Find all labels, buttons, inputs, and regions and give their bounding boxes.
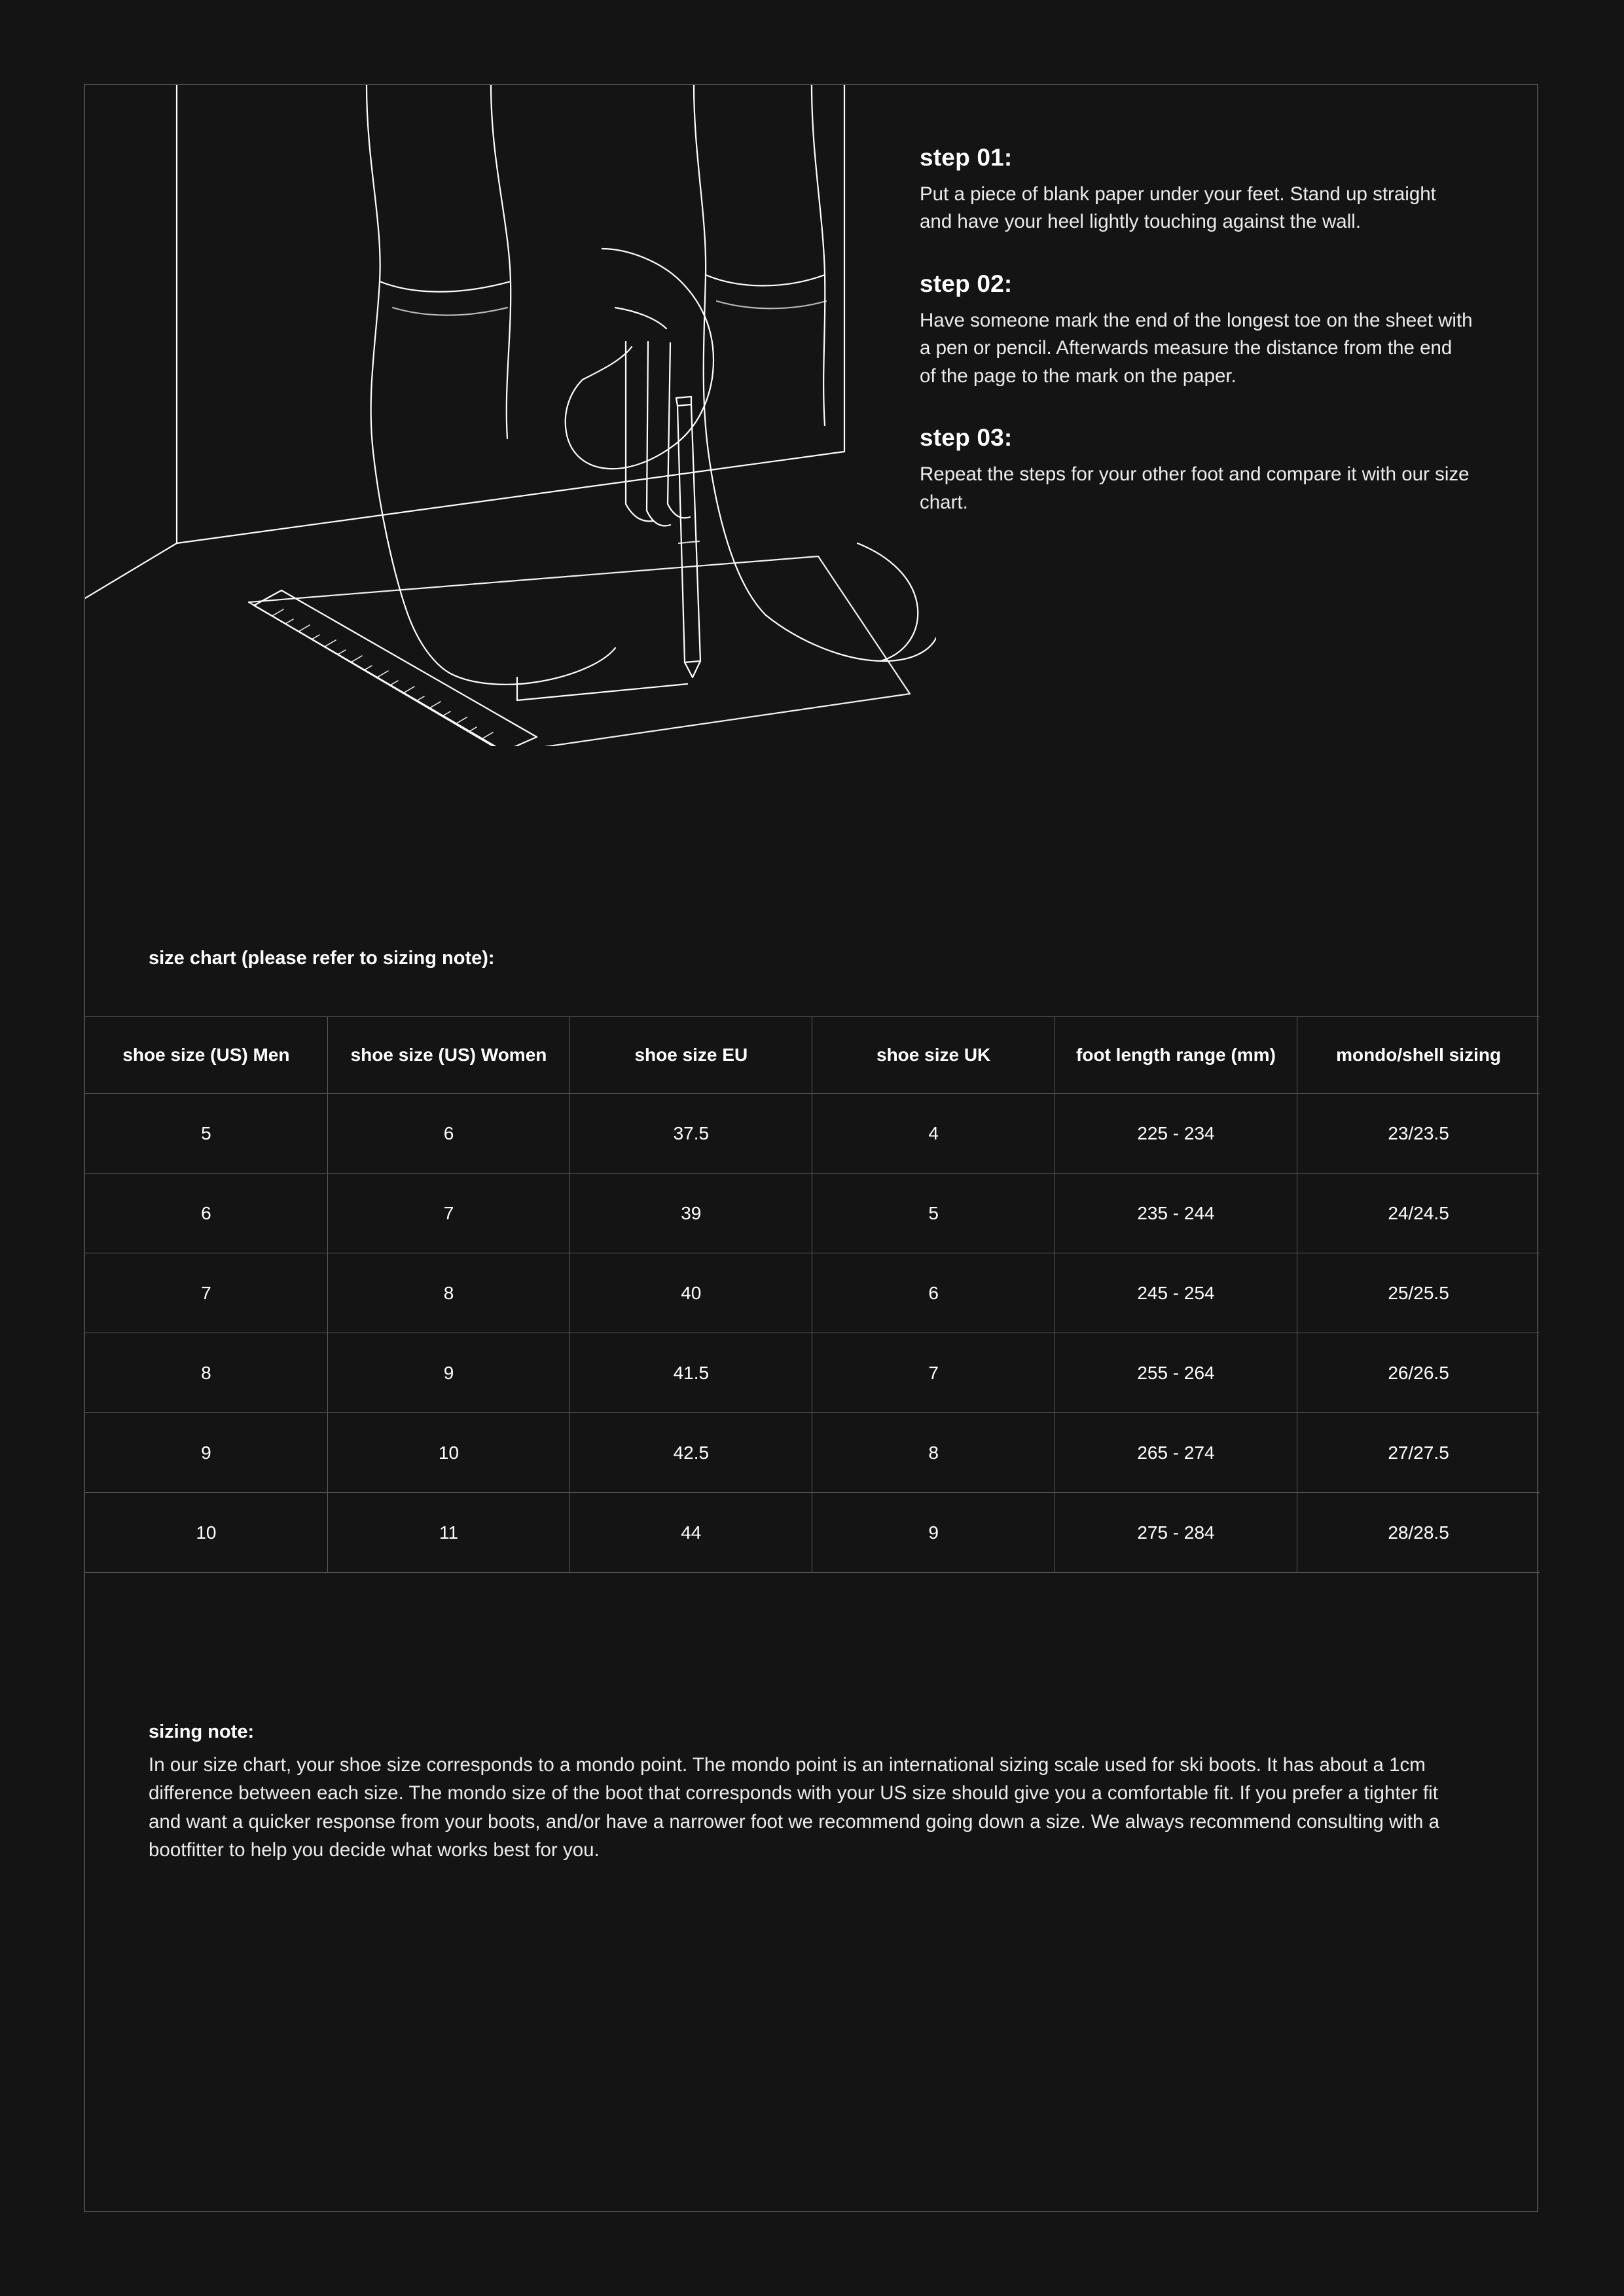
cell-foot-length: 275 - 284 [1055,1493,1297,1573]
cell-us-women: 10 [327,1413,569,1493]
table-header-row [85,1017,1540,1094]
cell-uk: 5 [812,1174,1055,1253]
step-item-02 [920,270,1483,390]
sizing-guide-page [84,84,1538,2212]
cell-us-women: 6 [327,1094,569,1174]
cell-foot-length: 255 - 264 [1055,1333,1297,1413]
sizing-note-body: In our size chart, your shoe size corresponds to a mondo point. The mondo point is an international sizing scale used for ski boots. It has about a 1cm difference between each size. The mondo size of the boot that corresponds with your US size should give you a comfortable fit. If you prefer a tighter fit and want a quicker response from your boots, and/or have a narrower foot we recommend going down a size. We always recommend consulting with a bootfitter to help you decide what works best for you. [149,1754,1440,1861]
cell-us-men: 5 [85,1094,327,1174]
column-header-foot-length: foot length range (mm) [1055,1017,1297,1094]
step-03-title: step 03: [920,424,1013,452]
column-header-mondo: mondo/shell sizing [1297,1017,1540,1094]
cell-eu: 37.5 [570,1094,812,1174]
cell-uk: 8 [812,1413,1055,1493]
cell-mondo: 27/27.5 [1297,1413,1540,1493]
cell-eu: 44 [570,1493,812,1573]
cell-foot-length: 245 - 254 [1055,1253,1297,1333]
cell-us-women: 9 [327,1333,569,1413]
column-header-uk: shoe size UK [812,1017,1055,1094]
cell-us-women: 11 [327,1493,569,1573]
cell-mondo: 25/25.5 [1297,1253,1540,1333]
cell-us-men: 9 [85,1413,327,1493]
steps-list [920,144,1483,550]
table-row [85,1333,1540,1413]
step-01-title: step 01: [920,144,1013,171]
size-chart-heading: size chart (please refer to sizing note): [149,948,495,969]
sizing-note-title: sizing note: [149,1721,255,1742]
sizing-note [149,1721,1471,1864]
cell-foot-length: 225 - 234 [1055,1094,1297,1174]
cell-uk: 6 [812,1253,1055,1333]
cell-us-men: 10 [85,1493,327,1573]
column-header-us-women: shoe size (US) Women [327,1017,569,1094]
step-02-body: Have someone mark the end of the longest toe on the sheet with a pen or pencil. Afterwards measure the distance from the end of the page to the mark on the paper. [920,309,1473,387]
cell-us-men: 8 [85,1333,327,1413]
table-row [85,1413,1540,1493]
cell-uk: 4 [812,1094,1055,1174]
cell-mondo: 23/23.5 [1297,1094,1540,1174]
cell-mondo: 24/24.5 [1297,1174,1540,1253]
step-03-body: Repeat the steps for your other foot and compare it with our size chart. [920,463,1470,513]
size-chart-table [85,1016,1540,1573]
step-01-body: Put a piece of blank paper under your feet. Stand up straight and have your heel lightly touching against the wall. [920,183,1436,233]
cell-mondo: 28/28.5 [1297,1493,1540,1573]
cell-eu: 40 [570,1253,812,1333]
cell-uk: 7 [812,1333,1055,1413]
column-header-eu: shoe size EU [570,1017,812,1094]
cell-eu: 39 [570,1174,812,1253]
cell-eu: 42.5 [570,1413,812,1493]
cell-us-women: 8 [327,1253,569,1333]
table-row [85,1493,1540,1573]
step-02-title: step 02: [920,270,1013,297]
cell-eu: 41.5 [570,1333,812,1413]
column-header-us-men: shoe size (US) Men [85,1017,327,1094]
cell-mondo: 26/26.5 [1297,1333,1540,1413]
cell-uk: 9 [812,1493,1055,1573]
cell-us-women: 7 [327,1174,569,1253]
table-row [85,1253,1540,1333]
cell-us-men: 7 [85,1253,327,1333]
cell-us-men: 6 [85,1174,327,1253]
table-row [85,1174,1540,1253]
step-item-03 [920,424,1483,516]
step-item-01 [920,144,1483,236]
cell-foot-length: 265 - 274 [1055,1413,1297,1493]
cell-foot-length: 235 - 244 [1055,1174,1297,1253]
feet-measuring-illustration [85,85,936,746]
table-row [85,1094,1540,1174]
